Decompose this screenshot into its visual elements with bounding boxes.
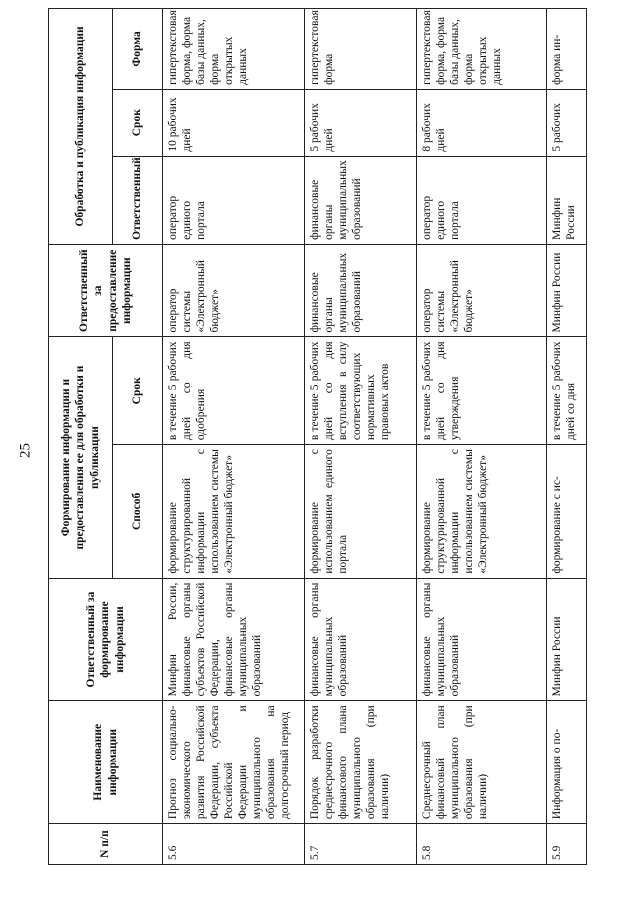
row-name: Информация о по- <box>547 701 587 824</box>
table-row <box>417 9 547 865</box>
row-term: в течение 5 рабочих дней со дня одобрения <box>163 337 305 445</box>
row-responsible-form: финансовые органы муниципальных образований <box>305 578 417 701</box>
row-proc-term: 5 рабочих дней <box>305 89 417 156</box>
row-name: Порядок разработки среднесрочного финансового плана муниципального образования (при наличии) <box>305 701 417 824</box>
row-proc-responsible: оператор единого портала <box>163 156 305 244</box>
table-row <box>305 9 417 865</box>
row-proc-term: 10 рабочих дней <box>163 89 305 156</box>
table-row <box>163 9 305 865</box>
row-num: 5.8 <box>417 824 547 865</box>
row-proc-term: 8 рабочих дней <box>417 89 547 156</box>
header-method: Способ <box>113 445 163 579</box>
header-responsible-form: Ответственный за формирование информации <box>49 578 163 701</box>
row-proc-responsible: оператор единого портала <box>417 156 547 244</box>
information-table <box>48 8 587 865</box>
row-responsible-provide: финансовые органы муниципальных образований <box>305 244 417 337</box>
row-term: в течение 5 рабочих дней со дня утверждения <box>417 337 547 445</box>
row-num: 5.9 <box>547 824 587 865</box>
rotated-table-sheet <box>48 8 632 865</box>
page-number: 25 <box>17 443 34 458</box>
row-term: в течение 5 рабочих дней со дня <box>547 337 587 445</box>
row-proc-form: гипертекстовая форма, форма базы данных, форма открытых данных <box>163 9 305 90</box>
row-num: 5.6 <box>163 824 305 865</box>
row-term: в течение 5 рабочих дней со дня вступления в силу соответствующих нормативных правовых актов <box>305 337 417 445</box>
header-name: Наименование информации <box>49 701 163 824</box>
row-method: формирование структурированной информации с использованием системы «Электронный бюджет» <box>163 445 305 579</box>
row-method: формирование структурированной информации с использованием системы «Электронный бюджет» <box>417 445 547 579</box>
header-term: Срок <box>113 337 163 445</box>
row-proc-responsible: финансовые органы муниципальных образований <box>305 156 417 244</box>
header-processing-responsible: Ответственный <box>113 156 163 244</box>
row-name: Среднесрочный финансовый план муниципального образования (при наличии) <box>417 701 547 824</box>
row-proc-responsible: Минфин России <box>547 156 587 244</box>
row-proc-form: форма ин- <box>547 9 587 90</box>
header-processing-term: Срок <box>113 89 163 156</box>
row-proc-form: гипертекстовая форма, форма базы данных, форма открытых данных <box>417 9 547 90</box>
row-num: 5.7 <box>305 824 417 865</box>
row-responsible-provide: оператор системы «Электронный бюджет» <box>163 244 305 337</box>
row-proc-term: 5 рабочих <box>547 89 587 156</box>
header-num: N п/п <box>49 824 163 865</box>
row-name: Прогноз социально-экономического развития Российской Федерации, субъекта Российской Федерации и муниципального образования на долгосрочный период <box>163 701 305 824</box>
row-method: формирование с использованием единого портала <box>305 445 417 579</box>
row-responsible-form: финансовые органы муниципальных образований <box>417 578 547 701</box>
header-responsible-provide: Ответственный за предоставление информации <box>49 244 163 337</box>
row-responsible-provide: Минфин России <box>547 244 587 337</box>
row-method: формирование с ис- <box>547 445 587 579</box>
header-processing-group: Обработка и публикация информации <box>49 9 113 245</box>
row-responsible-provide: оператор системы «Электронный бюджет» <box>417 244 547 337</box>
row-responsible-form: Минфин России, финансовые органы субъектов Российской Федерации, финансовые органы муниципальных образований <box>163 578 305 701</box>
row-proc-form: гипертекстовая форма <box>305 9 417 90</box>
header-processing-form: Форма <box>113 9 163 90</box>
row-responsible-form: Минфин России <box>547 578 587 701</box>
header-formation-group: Формирование информации и предоставления ее для обработки и публикации <box>49 337 113 578</box>
table-row <box>547 9 587 865</box>
